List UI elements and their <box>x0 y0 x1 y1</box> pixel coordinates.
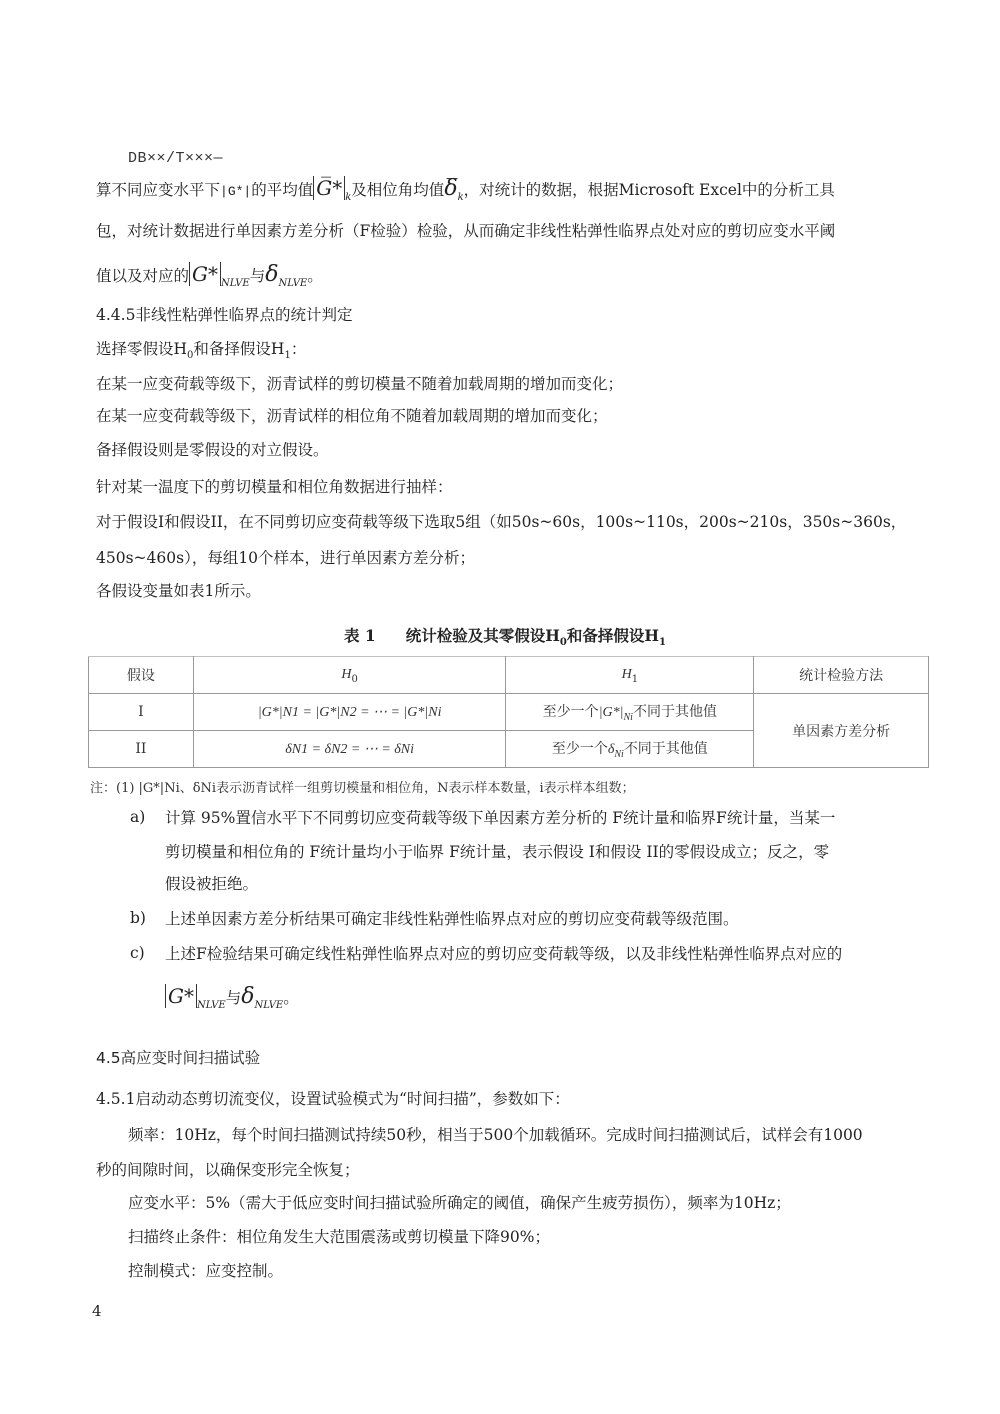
table-header-row <box>89 657 929 694</box>
list-item-a-line-1: 计算 95%置信水平下不同剪切应变荷载等级下单因素方差分析的 F统计量和临界F统计量，当某一 <box>165 809 836 827</box>
table-number: 表 1 <box>344 626 376 645</box>
subscript: 1 <box>658 637 666 648</box>
delta-bar-symbol: δ̅ <box>444 176 458 201</box>
text: 的平均值 <box>251 181 314 199</box>
subscript: k <box>345 192 352 203</box>
row-h1 <box>506 731 754 768</box>
gbar-symbol: G̅* <box>316 176 343 200</box>
row-h0: δN1 = δN2 = ⋯ = δNi <box>193 731 506 768</box>
subscript: NLVE <box>278 278 308 289</box>
symbol: |G*| <box>598 705 624 720</box>
subscript: k <box>457 192 464 203</box>
section-heading-4-4-5: 4.4.5非线性粘弹性临界点的统计判定 <box>96 306 353 324</box>
page-number: 4 <box>92 1302 102 1320</box>
text: 。 <box>283 989 299 1007</box>
gbar-formula <box>313 176 345 200</box>
subscript: 0 <box>351 673 358 685</box>
text: 不同于其他值 <box>623 741 708 757</box>
text: 不同于其他值 <box>632 704 717 720</box>
text: 。 <box>307 267 323 285</box>
text: 和备择假设H <box>566 626 659 645</box>
list-label-c: c) <box>130 944 145 962</box>
paragraph: 在某一应变荷载等级下，沥青试样的剪切模量不随着加载周期的增加而变化； <box>96 375 624 393</box>
text: ，对统计的数据，根据Microsoft Excel中的分析工具 <box>463 181 835 199</box>
intro-line-3 <box>96 262 323 294</box>
section-heading-4-5: 4.5高应变时间扫描试验 <box>96 1049 261 1067</box>
header-h1 <box>506 657 754 694</box>
text: H <box>341 666 352 682</box>
paragraph: 各假设变量如表1所示。 <box>96 582 261 600</box>
text: 至少一个 <box>542 704 599 720</box>
text: 值以及对应的 <box>96 267 190 285</box>
text: ： <box>290 340 307 358</box>
control-mode: 控制模式：应变控制。 <box>128 1262 284 1280</box>
text: 和备择假设H <box>193 340 285 358</box>
table-row <box>89 694 929 731</box>
stop-condition: 扫描终止条件：相位角发生大范围震荡或剪切模量下降90%； <box>128 1228 550 1246</box>
delta-symbol: δ <box>265 262 279 287</box>
text: 算不同应变水平下 <box>96 181 221 199</box>
subscript: NLVE <box>254 1000 284 1011</box>
subscript: 1 <box>631 673 639 685</box>
g-formula <box>165 984 197 1008</box>
frequency-line-1: 频率：10Hz，每个时间扫描测试持续50秒，相当于500个加载循环。完成时间扫描测试后，试样会有1000 <box>128 1126 863 1144</box>
text: 统计检验及其零假设H <box>405 626 560 645</box>
list-label-a: a) <box>130 808 146 826</box>
g-symbol: G* <box>192 262 218 286</box>
list-item-a-line-2: 剪切模量和相位角的 F统计量均小于临界 F统计量，表示假设 I和假设 II的零假设成立；反之，零 <box>165 843 830 861</box>
row-id: I <box>89 694 194 731</box>
frequency-line-2: 秒的间隙时间，以确保变形完全恢复； <box>96 1161 360 1179</box>
subscript: Ni <box>614 749 624 760</box>
g-formula <box>189 262 221 286</box>
row-h0: |G*|N1 = |G*|N2 = ⋯ = |G*|Ni <box>193 694 506 731</box>
list-item-a-line-3: 假设被拒绝。 <box>165 875 259 893</box>
list-item-c-line-1: 上述F检验结果可确定线性粘弹性临界点对应的剪切应变荷载等级，以及非线性粘弹性临界点对应的 <box>165 945 843 963</box>
row-id: II <box>89 731 194 768</box>
subscript: 1 <box>284 350 291 361</box>
paragraph: 备择假设则是零假设的对立假设。 <box>96 441 329 459</box>
hypothesis-select-line <box>96 339 306 366</box>
method-cell: 单因素方差分析 <box>754 694 929 768</box>
gstar-inline: |G*| <box>220 184 252 199</box>
intro-line-2: 包，对统计数据进行单因素方差分析（F检验）检验，从而确定非线性粘弹性临界点处对应的剪切应变水平阈 <box>96 222 836 240</box>
subscript: NLVE <box>196 1000 226 1011</box>
paragraph: 在某一应变荷载等级下，沥青试样的相位角不随着加载周期的增加而变化； <box>96 407 608 425</box>
subscript: NLVE <box>221 278 250 289</box>
hypothesis-table <box>88 656 929 768</box>
paragraph: 对于假设I和假设II，在不同剪切应变荷载等级下选取5组（如50s~60s，100s~110s，200s~210s，350s~360s， <box>96 513 907 531</box>
row-h1 <box>506 694 754 731</box>
table-note: 注：(1) |G*|Ni、δNi表示沥青试样一组剪切模量和相位角，N表示样本数量，i表示样本组数； <box>90 781 635 796</box>
list-item-b: 上述单因素方差分析结果可确定非线性粘弹性临界点对应的剪切应变荷载等级范围。 <box>165 910 739 928</box>
header-h0 <box>193 657 506 694</box>
paragraph: 针对某一温度下的剪切模量和相位角数据进行抽样： <box>96 478 453 496</box>
section-4-5-1: 4.5.1启动动态剪切流变仪，设置试验模式为“时间扫描”，参数如下： <box>96 1090 570 1108</box>
text: 至少一个 <box>551 741 608 757</box>
text: 与 <box>225 989 242 1007</box>
delta-symbol: δ <box>241 984 255 1009</box>
header-hypothesis: 假设 <box>89 657 194 694</box>
symbol: δ <box>607 742 615 757</box>
list-label-b: b) <box>130 909 146 927</box>
subscript: 0 <box>559 637 567 648</box>
strain-level: 应变水平：5%（需大于低应变时间扫描试验所确定的阈值，确保产生疲劳损伤），频率为10Hz； <box>128 1194 791 1212</box>
list-item-c-formula <box>165 984 299 1016</box>
paragraph: 450s~460s），每组10个样本，进行单因素方差分析； <box>96 549 476 567</box>
header-method: 统计检验方法 <box>754 657 929 694</box>
g-symbol: G* <box>168 984 194 1008</box>
text: 及相位角均值 <box>351 181 445 199</box>
text: 与 <box>249 267 266 285</box>
text: H <box>621 666 632 682</box>
subscript: 0 <box>187 350 194 361</box>
intro-line-1 <box>96 176 835 208</box>
text: 选择零假设H <box>96 340 188 358</box>
table-caption <box>344 624 666 648</box>
subscript: Ni <box>623 712 633 723</box>
document-code: DB××/T×××— <box>128 150 224 167</box>
